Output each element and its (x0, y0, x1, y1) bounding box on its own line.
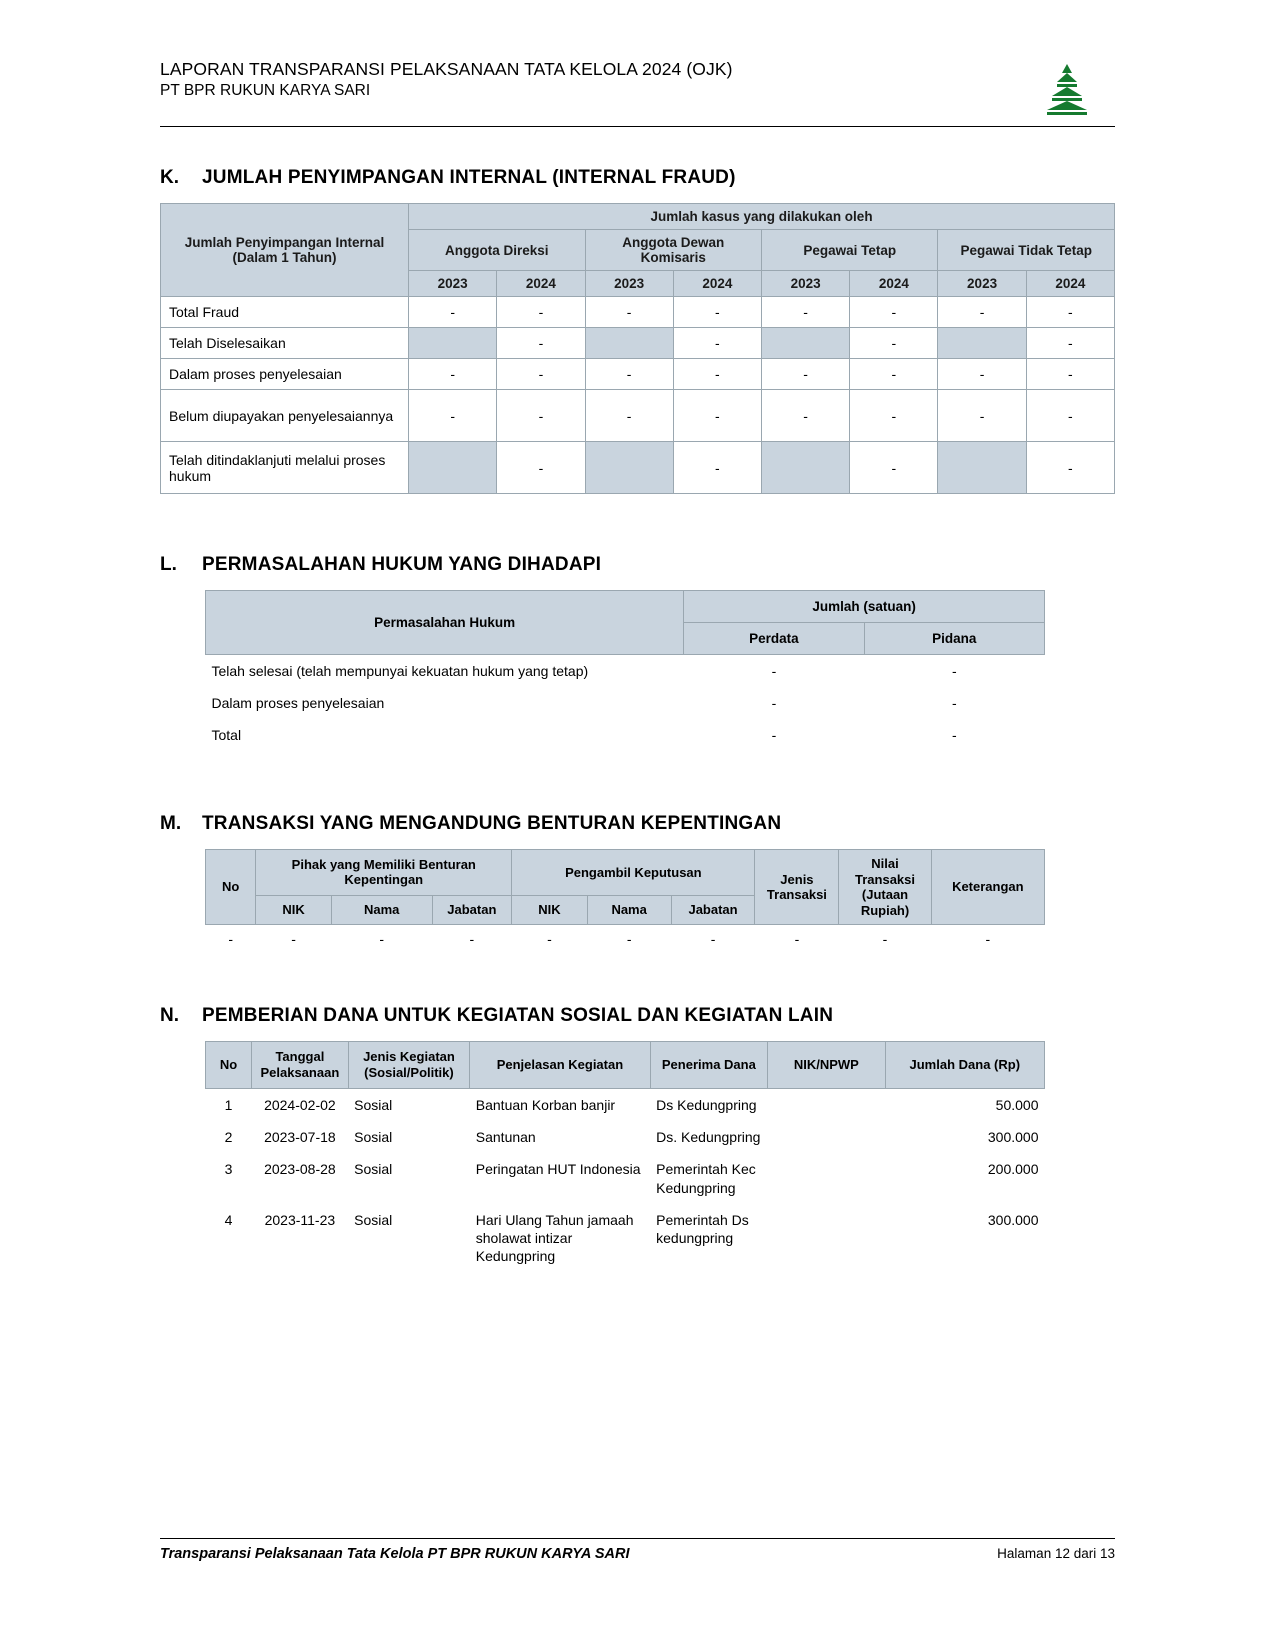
coi-col-nilai-transaksi: Nilai Transaksi (Jutaan Rupiah) (839, 850, 931, 925)
coi-col-keterangan: Keterangan (931, 850, 1044, 925)
cell: - (850, 297, 938, 328)
section-k-heading (160, 167, 1115, 189)
cell-penerima: Ds Kedungpring (656, 1097, 757, 1114)
cell: - (938, 390, 1026, 442)
table-row (206, 655, 1045, 688)
legal-subheader-pidana: Pidana (864, 623, 1044, 655)
cell-jumlah: 50.000 (995, 1097, 1039, 1114)
header-titles (160, 58, 733, 102)
cell-nik-npwp (768, 1204, 885, 1273)
cell: - (585, 359, 673, 390)
fraud-col-label: Jumlah Penyimpangan Internal (Dalam 1 Tahun) (161, 204, 409, 297)
cell-tanggal: 2023-08-28 (264, 1161, 336, 1178)
coi-subheader-jabatan-1: Jabatan (432, 895, 512, 925)
cell: - (850, 328, 938, 359)
row-label: Telah selesai (telah mempunyai kekuatan hukum yang tetap) (211, 663, 589, 679)
coi-group-pengambil: Pengambil Keputusan (512, 850, 755, 896)
cell: - (850, 359, 938, 390)
header-title-line1: LAPORAN TRANSPARANSI PELAKSANAAN TATA KELOLA 2024 (OJK) (160, 59, 733, 79)
table-header-row (161, 204, 1115, 230)
cell-nilai-transaksi: - (882, 931, 888, 948)
cell (409, 328, 497, 359)
cell-jenis: Sosial (354, 1129, 393, 1146)
fraud-year: 2023 (409, 271, 497, 297)
social-col-jumlah: Jumlah Dana (Rp) (885, 1042, 1044, 1089)
legal-issues-table (205, 590, 1045, 751)
cell-pidana: - (951, 727, 957, 743)
fraud-year: 2024 (673, 271, 761, 297)
row-label: Telah ditindaklanjuti melalui proses hukum (161, 442, 409, 494)
cell-jabatan-2: - (710, 931, 716, 948)
table-row (206, 1121, 1045, 1153)
cell-penerima: Pemerintah Kec Kedungpring (656, 1161, 756, 1196)
document-footer (160, 1538, 1115, 1562)
row-label: Dalam proses penyelesaian (161, 359, 409, 390)
cell-penjelasan: Bantuan Korban banjir (475, 1097, 616, 1114)
cell-penjelasan: Hari Ulang Tahun jamaah sholawat intizar Kedungpring (475, 1211, 634, 1265)
cell: - (761, 297, 849, 328)
table-row (161, 297, 1115, 328)
cell: - (497, 359, 585, 390)
cell: - (850, 442, 938, 494)
cell-penerima: Ds. Kedungpring (656, 1129, 761, 1146)
coi-subheader-nama-1: Nama (331, 895, 432, 925)
cell: - (497, 297, 585, 328)
cell (409, 442, 497, 494)
cell: - (497, 390, 585, 442)
table-row (206, 1153, 1045, 1203)
cell-jabatan-1: - (469, 931, 475, 948)
table-header-row (206, 591, 1045, 623)
section-n-heading (160, 1005, 1115, 1027)
legal-group-header: Jumlah (satuan) (684, 591, 1045, 623)
cell: - (1026, 442, 1114, 494)
fraud-group-komisaris: Anggota Dewan Komisaris (585, 230, 761, 271)
cell: - (585, 297, 673, 328)
social-col-jenis: Jenis Kegiatan (Sosial/Politik) (348, 1042, 470, 1089)
cell: - (1026, 297, 1114, 328)
coi-subheader-nik-2: NIK (512, 895, 588, 925)
tree-logo-icon (1021, 60, 1113, 118)
social-col-no: No (206, 1042, 252, 1089)
section-l-letter: L. (160, 554, 177, 575)
cell-jenis: Sosial (354, 1211, 393, 1228)
cell: - (673, 442, 761, 494)
section-m-letter: M. (160, 813, 182, 834)
coi-col-jenis-transaksi: Jenis Transaksi (755, 850, 839, 925)
table-header-row (206, 1042, 1045, 1089)
row-label: Telah Diselesaikan (161, 328, 409, 359)
cell-jumlah: 300.000 (987, 1211, 1039, 1228)
legal-col-label: Permasalahan Hukum (206, 591, 684, 655)
footer-page-number: Halaman 12 dari 13 (997, 1546, 1115, 1561)
cell: - (409, 297, 497, 328)
cell-jumlah: 200.000 (987, 1161, 1039, 1178)
fraud-year: 2023 (761, 271, 849, 297)
table-header-row (206, 850, 1045, 896)
cell-no: 1 (224, 1097, 233, 1114)
cell: - (1026, 328, 1114, 359)
cell-tanggal: 2023-11-23 (264, 1211, 336, 1228)
cell (761, 328, 849, 359)
cell: - (409, 390, 497, 442)
social-col-tanggal: Tanggal Pelaksanaan (252, 1042, 348, 1089)
section-n-letter: N. (160, 1005, 179, 1027)
cell-perdata: - (771, 663, 777, 679)
section-n-title: PEMBERIAN DANA UNTUK KEGIATAN SOSIAL DAN KEGIATAN LAIN (202, 1005, 834, 1027)
cell: - (761, 390, 849, 442)
cell (585, 442, 673, 494)
table-row (206, 719, 1045, 751)
cell: - (585, 390, 673, 442)
cell-nik-npwp (768, 1121, 885, 1153)
section-l-title: PERMASALAHAN HUKUM YANG DIHADAPI (202, 554, 602, 575)
fraud-year: 2024 (497, 271, 585, 297)
cell: - (673, 328, 761, 359)
conflict-of-interest-table (205, 849, 1045, 953)
tree-logo (1019, 58, 1115, 120)
row-label: Total Fraud (161, 297, 409, 328)
footer-left-text: Transparansi Pelaksanaan Tata Kelola PT BPR RUKUN KARYA SARI (160, 1546, 630, 1562)
table-row (206, 1089, 1045, 1122)
fraud-year: 2024 (850, 271, 938, 297)
table-row (206, 1204, 1045, 1273)
table-row (206, 687, 1045, 719)
cell-perdata: - (771, 695, 777, 711)
cell: - (850, 390, 938, 442)
cell-tanggal: 2024-02-02 (264, 1097, 336, 1114)
section-m-title: TRANSAKSI YANG MENGANDUNG BENTURAN KEPENTINGAN (202, 813, 782, 834)
coi-group-pihak: Pihak yang Memiliki Benturan Kepentingan (256, 850, 512, 896)
table-row (161, 442, 1115, 494)
table-row (161, 390, 1115, 442)
row-label: Dalam proses penyelesaian (211, 695, 385, 711)
table-row (206, 925, 1045, 954)
section-k-letter: K. (160, 167, 179, 188)
cell-perdata: - (771, 727, 777, 743)
cell: - (673, 359, 761, 390)
row-label: Total (211, 727, 242, 743)
document-header (160, 0, 1115, 127)
cell-nama-1: - (379, 931, 384, 948)
header-title-line2: PT BPR RUKUN KARYA SARI (160, 82, 371, 100)
cell: - (1026, 390, 1114, 442)
cell: - (938, 359, 1026, 390)
cell-tanggal: 2023-07-18 (264, 1129, 336, 1146)
cell (761, 442, 849, 494)
coi-subheader-nama-2: Nama (587, 895, 671, 925)
section-k-title: JUMLAH PENYIMPANGAN INTERNAL (INTERNAL FRAUD) (202, 167, 736, 188)
cell-jenis: Sosial (354, 1097, 393, 1114)
internal-fraud-table (160, 203, 1115, 494)
cell-jumlah: 300.000 (987, 1129, 1039, 1146)
cell-keterangan: - (985, 931, 991, 948)
cell-nik-2: - (547, 931, 552, 948)
cell-no: 3 (224, 1161, 233, 1178)
cell: - (409, 359, 497, 390)
row-label: Belum diupayakan penyelesaiannya (161, 390, 409, 442)
section-m-heading (160, 813, 1115, 835)
cell-jenis: Sosial (354, 1161, 393, 1178)
cell-nik-npwp (768, 1153, 885, 1203)
table-row (161, 359, 1115, 390)
cell-pidana: - (951, 695, 957, 711)
cell (585, 328, 673, 359)
cell-jenis-transaksi: - (794, 931, 800, 948)
fraud-group-pegawai-tetap: Pegawai Tetap (761, 230, 937, 271)
cell-nik-1: - (291, 931, 296, 948)
cell: - (938, 297, 1026, 328)
cell-penjelasan: Santunan (475, 1129, 536, 1146)
cell-no: - (228, 931, 233, 948)
cell-penerima: Pemerintah Ds kedungpring (656, 1211, 749, 1247)
cell: - (497, 442, 585, 494)
coi-subheader-nik-1: NIK (256, 895, 332, 925)
fraud-group-header: Jumlah kasus yang dilakukan oleh (409, 204, 1115, 230)
social-col-penerima: Penerima Dana (650, 1042, 767, 1089)
section-l-heading (160, 554, 1115, 576)
social-funds-table (205, 1041, 1045, 1272)
fraud-group-direksi: Anggota Direksi (409, 230, 585, 271)
cell (938, 442, 1026, 494)
cell-nama-2: - (626, 931, 632, 948)
table-row (161, 328, 1115, 359)
fraud-year: 2024 (1026, 271, 1114, 297)
coi-subheader-jabatan-2: Jabatan (671, 895, 755, 925)
coi-col-no: No (206, 850, 256, 925)
cell-no: 2 (224, 1129, 233, 1146)
cell: - (497, 328, 585, 359)
cell-no: 4 (224, 1211, 233, 1228)
fraud-group-pegawai-tidak-tetap: Pegawai Tidak Tetap (938, 230, 1115, 271)
fraud-year: 2023 (585, 271, 673, 297)
cell: - (761, 359, 849, 390)
cell-penjelasan: Peringatan HUT Indonesia (475, 1161, 641, 1178)
cell (938, 328, 1026, 359)
cell: - (1026, 359, 1114, 390)
cell-pidana: - (951, 663, 957, 679)
legal-subheader-perdata: Perdata (684, 623, 864, 655)
cell: - (673, 390, 761, 442)
social-col-nik-npwp: NIK/NPWP (768, 1042, 885, 1089)
cell-nik-npwp (768, 1089, 885, 1122)
fraud-year: 2023 (938, 271, 1026, 297)
social-col-penjelasan: Penjelasan Kegiatan (470, 1042, 650, 1089)
cell: - (673, 297, 761, 328)
